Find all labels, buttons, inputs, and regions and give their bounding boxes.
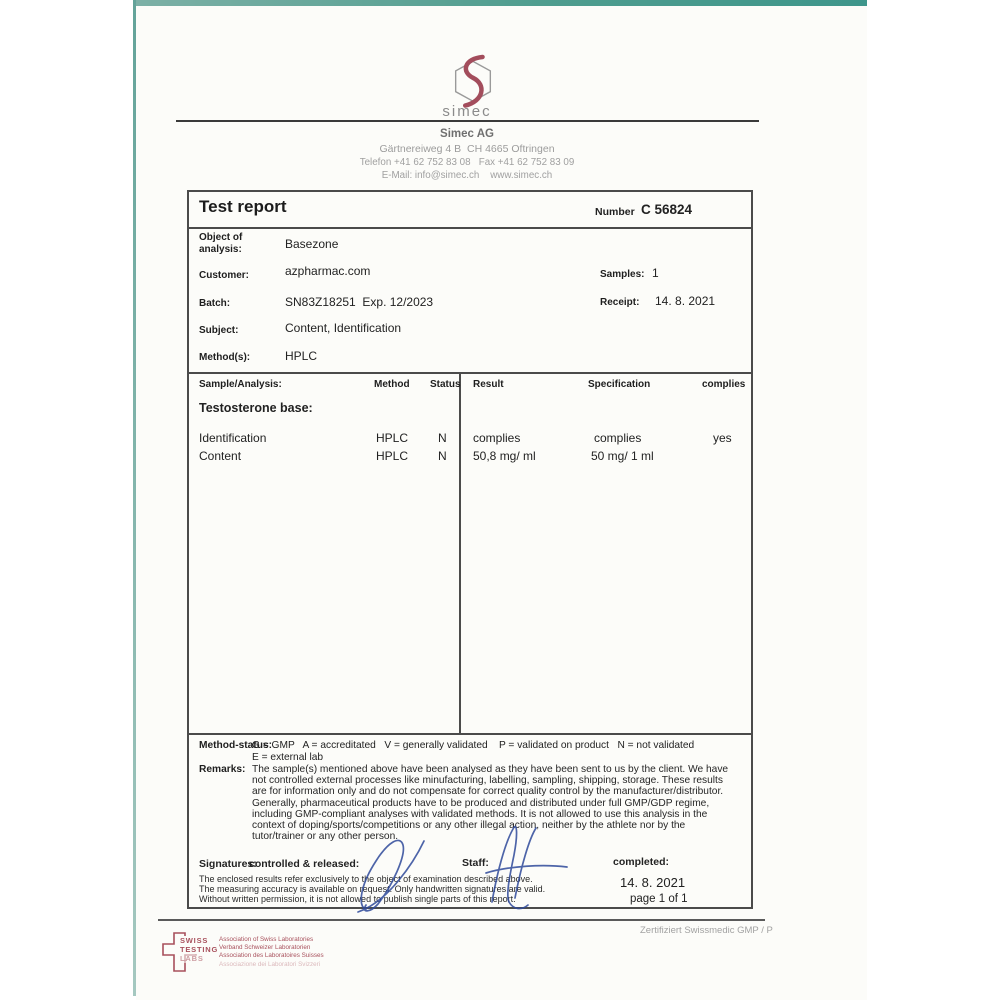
field-value-customer: azpharmac.com xyxy=(285,264,371,278)
logo-wordmark: simec xyxy=(442,103,492,120)
row2-method: HPLC xyxy=(376,449,409,463)
fine-print-line3: Without written permission, it is not allowed to publish single parts of this report. xyxy=(199,894,516,904)
footer-rule xyxy=(158,919,765,921)
completed-label: completed: xyxy=(613,856,670,868)
remarks-text: The sample(s) mentioned above have been analysed as they have been sent to us by the client. We have not controlled external processes like minufacturing, labelling, sampling, shipping, storage. These results are for information only and do not compensate for correct quality control by the manufacturer/distributor. Generally, pharmaceutical products have to be produced and distributed under full GMP/GDP regime, including GMP-compliant analyses with validated methods. It is not allowed to use this analysis in the context of doping/sports/competitions or any other illegal action, neither by the athlete nor by the tutor/trainer or any other person. xyxy=(252,764,729,843)
field-label-methods: Method(s): xyxy=(199,352,251,363)
controlled-released-label: controlled & released: xyxy=(249,858,360,870)
report-number-value: C 56824 xyxy=(641,202,693,217)
field-value-object: Basezone xyxy=(285,237,339,251)
method-status-line1: G = GMP A = accreditated V = generally validated P = validated on product N = not validated xyxy=(252,740,695,751)
field-label-subject: Subject: xyxy=(199,325,239,336)
samples-label: Samples: xyxy=(600,269,645,280)
signatures-label: Signatures: xyxy=(199,858,257,870)
page-number: page 1 of 1 xyxy=(630,893,688,905)
field-label-object: Object of analysis: xyxy=(199,232,243,255)
table-group-title: Testosterone base: xyxy=(199,401,313,415)
row2-result: 50,8 mg/ ml xyxy=(473,449,536,463)
col-header-analysis: Sample/Analysis: xyxy=(199,379,282,390)
report-number-label: Number xyxy=(595,206,635,218)
labs-word: LABS xyxy=(178,954,218,963)
row2-analysis: Content xyxy=(199,449,242,463)
samples-value: 1 xyxy=(652,266,659,280)
fine-print-line2: The measuring accuracy is available on request. Only handwritten signatures are valid. xyxy=(199,884,546,894)
company-email-web: E-Mail: info@simec.ch www.simec.ch xyxy=(381,170,553,181)
association-line-en: Association of Swiss Laboratories xyxy=(219,936,314,943)
staff-label: Staff: xyxy=(462,857,489,869)
swiss-word: SWISS xyxy=(178,936,218,945)
field-value-batch: SN83Z18251 Exp. 12/2023 xyxy=(285,295,434,309)
association-line-it: Associazione dei Laboratori Svizzeri xyxy=(219,960,321,968)
row1-method: HPLC xyxy=(376,431,409,445)
swiss-testing-labs-wordmark xyxy=(178,936,218,963)
company-phone-fax: Telefon +41 62 752 83 08 Fax +41 62 752 83 09 xyxy=(359,157,575,168)
remarks-label: Remarks: xyxy=(199,764,246,775)
association-line-de: Verband Schweizer Laboratorien xyxy=(219,944,311,952)
receipt-value: 14. 8. 2021 xyxy=(655,294,716,308)
report-title: Test report xyxy=(199,197,287,216)
certified-note: Zertifiziert Swissmedic GMP / P xyxy=(640,925,773,936)
testing-word: TESTING xyxy=(180,945,219,954)
col-header-specification: Specification xyxy=(588,379,651,390)
row2-specification: 50 mg/ 1 ml xyxy=(591,449,654,463)
field-value-methods: HPLC xyxy=(285,349,318,363)
fine-print-line1: The enclosed results refer exclusively to the object of examination described above. xyxy=(199,874,533,884)
association-lines xyxy=(219,936,324,969)
field-value-subject: Content, Identification xyxy=(285,321,402,335)
row2-status: N xyxy=(438,449,447,463)
company-address: Gärtnereiweg 4 B CH 4665 Oftringen xyxy=(379,143,555,155)
row1-analysis: Identification xyxy=(199,431,267,445)
col-header-complies: complies xyxy=(702,379,746,390)
row1-complies: yes xyxy=(713,431,732,445)
field-label-batch: Batch: xyxy=(199,298,231,309)
col-header-status: Status xyxy=(430,379,461,390)
company-name: Simec AG xyxy=(440,128,494,140)
method-status-line2: E = external lab xyxy=(252,752,324,763)
row1-result: complies xyxy=(473,431,521,445)
col-header-method: Method xyxy=(374,379,410,390)
completed-date: 14. 8. 2021 xyxy=(620,875,686,890)
row1-specification: complies xyxy=(594,431,642,445)
receipt-label: Receipt: xyxy=(600,297,640,308)
field-label-customer: Customer: xyxy=(199,270,250,281)
col-header-result: Result xyxy=(473,379,504,390)
row1-status: N xyxy=(438,431,447,445)
association-line-fr: Association des Laboratoires Suisses xyxy=(219,952,324,960)
method-status-label: Method-status: xyxy=(199,740,273,751)
